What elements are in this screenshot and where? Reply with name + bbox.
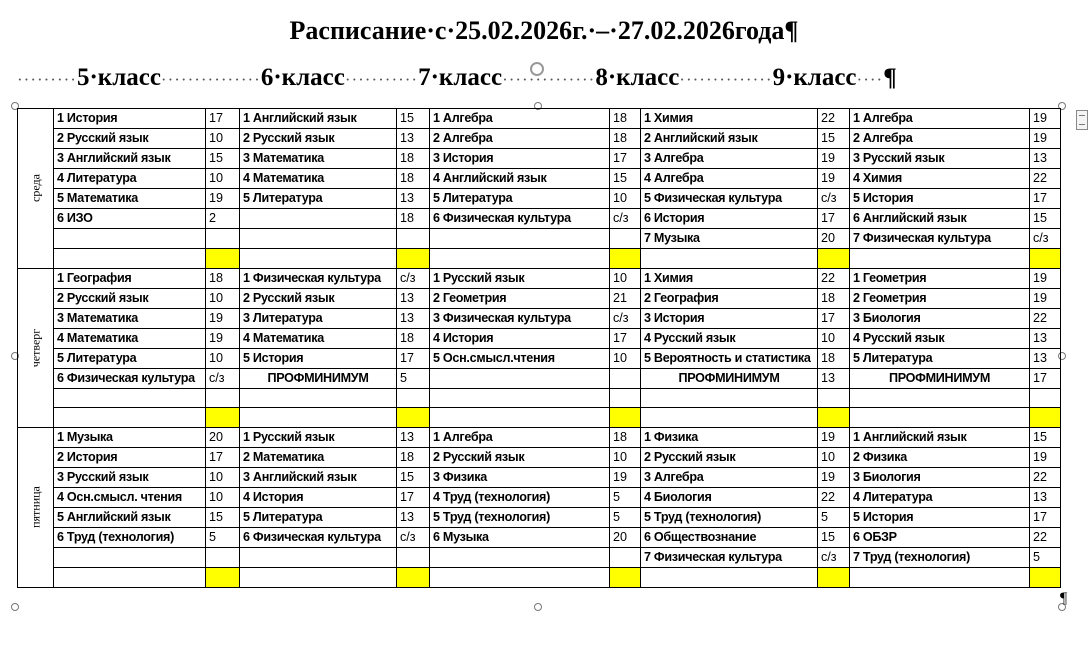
room-cell[interactable]: 10 (206, 169, 240, 189)
room-cell[interactable]: 13 (1030, 488, 1061, 508)
table-row (18, 268, 1061, 288)
subject-cell[interactable]: 2 Геометрия (850, 288, 1030, 308)
subject-cell[interactable]: 3 Английский язык (54, 149, 206, 169)
subject-cell[interactable]: 5 Математика (54, 189, 206, 209)
table-row (18, 508, 1061, 528)
subject-cell[interactable]: 1 География (54, 268, 206, 288)
room-cell[interactable] (397, 229, 430, 249)
subject-cell[interactable] (430, 408, 610, 428)
subject-cell[interactable] (430, 548, 610, 568)
room-cell[interactable]: 22 (1030, 169, 1061, 189)
subject-cell[interactable]: 3 Математика (54, 308, 206, 328)
room-cell[interactable]: 10 (206, 288, 240, 308)
room-cell[interactable]: 13 (1030, 149, 1061, 169)
subject-cell[interactable]: ПРОФМИНИМУМ (641, 368, 818, 388)
room-cell[interactable]: 15 (206, 508, 240, 528)
end-of-cell-mark: ¶ (1060, 590, 1068, 607)
subject-cell[interactable] (430, 568, 610, 588)
subject-cell[interactable] (240, 229, 397, 249)
subject-cell[interactable]: 1 Физическая культура (240, 268, 397, 288)
layout-options-icon[interactable] (1076, 110, 1088, 130)
dot-leader: ···· (856, 70, 884, 89)
subject-cell[interactable] (430, 249, 610, 269)
subject-cell[interactable]: 5 Литература (54, 348, 206, 368)
room-cell[interactable]: 22 (1030, 308, 1061, 328)
subject-cell[interactable]: 1 Русский язык (240, 428, 397, 448)
subject-cell[interactable]: 3 Литература (240, 308, 397, 328)
subject-cell[interactable]: 4 Труд (технология) (430, 488, 610, 508)
class-heading: ¶ (883, 64, 897, 91)
subject-cell[interactable]: 2 Русский язык (240, 288, 397, 308)
room-cell[interactable]: 5 (206, 528, 240, 548)
table-row (18, 528, 1061, 548)
room-cell[interactable]: 13 (397, 428, 430, 448)
subject-cell[interactable]: ПРОФМИНИМУМ (850, 368, 1030, 388)
room-cell[interactable]: 17 (610, 149, 641, 169)
room-cell[interactable]: 5 (818, 508, 850, 528)
room-cell[interactable]: 17 (397, 348, 430, 368)
room-cell[interactable]: с/з (206, 368, 240, 388)
subject-cell[interactable]: 1 Физика (641, 428, 818, 448)
dot-leader: ·············· (679, 70, 773, 89)
table-row (18, 288, 1061, 308)
subject-cell[interactable]: 2 Русский язык (240, 129, 397, 149)
subject-cell[interactable]: 4 Литература (850, 488, 1030, 508)
subject-cell[interactable]: 2 Алгебра (850, 129, 1030, 149)
room-cell[interactable]: с/з (397, 528, 430, 548)
subject-cell[interactable] (850, 408, 1030, 428)
room-cell[interactable]: с/з (610, 209, 641, 229)
subject-cell[interactable] (850, 568, 1030, 588)
room-cell[interactable] (397, 249, 430, 269)
dot-leader: ··············· (160, 70, 261, 89)
subject-cell[interactable]: 4 Английский язык (430, 169, 610, 189)
room-cell[interactable]: 22 (1030, 528, 1061, 548)
subject-cell[interactable]: 2 Русский язык (54, 129, 206, 149)
subject-cell[interactable]: 6 Физическая культура (240, 528, 397, 548)
room-cell[interactable]: 5 (610, 508, 641, 528)
subject-cell[interactable]: 5 История (850, 189, 1030, 209)
room-cell[interactable]: 15 (818, 129, 850, 149)
room-cell[interactable] (818, 249, 850, 269)
room-cell[interactable] (206, 568, 240, 588)
subject-cell[interactable]: 3 Русский язык (54, 468, 206, 488)
table-row (18, 328, 1061, 348)
subject-cell[interactable]: 4 Алгебра (641, 169, 818, 189)
room-cell[interactable]: 17 (1030, 508, 1061, 528)
table-row (18, 169, 1061, 189)
room-cell[interactable] (397, 568, 430, 588)
room-cell[interactable]: 19 (1030, 268, 1061, 288)
subject-cell[interactable]: 6 Физическая культура (430, 209, 610, 229)
subject-cell[interactable] (54, 568, 206, 588)
day-cell[interactable] (18, 268, 54, 427)
room-cell[interactable]: 13 (397, 129, 430, 149)
room-cell[interactable]: с/з (1030, 229, 1061, 249)
subject-cell[interactable] (54, 229, 206, 249)
subject-cell[interactable]: 1 Алгебра (430, 109, 610, 129)
room-cell[interactable] (610, 568, 641, 588)
subject-cell[interactable]: 4 Литература (54, 169, 206, 189)
room-cell[interactable]: 18 (397, 149, 430, 169)
room-cell[interactable]: 13 (397, 308, 430, 328)
subject-cell[interactable]: 1 Музыка (54, 428, 206, 448)
room-cell[interactable] (610, 368, 641, 388)
room-cell[interactable]: 10 (818, 448, 850, 468)
subject-cell[interactable]: 1 Химия (641, 109, 818, 129)
room-cell[interactable] (1030, 568, 1061, 588)
subject-cell[interactable]: 7 Музыка (641, 229, 818, 249)
room-cell[interactable] (397, 548, 430, 568)
room-cell[interactable]: 17 (397, 488, 430, 508)
subject-cell[interactable] (54, 249, 206, 269)
room-cell[interactable] (610, 229, 641, 249)
room-cell[interactable]: 22 (818, 268, 850, 288)
subject-cell[interactable]: 2 Геометрия (430, 288, 610, 308)
subject-cell[interactable]: 3 Физическая культура (430, 308, 610, 328)
room-cell[interactable]: 17 (818, 308, 850, 328)
room-cell[interactable]: 18 (610, 129, 641, 149)
table-row (18, 368, 1061, 388)
subject-cell[interactable]: 6 История (641, 209, 818, 229)
subject-cell[interactable]: 4 Русский язык (641, 328, 818, 348)
subject-cell[interactable]: ПРОФМИНИМУМ (240, 368, 397, 388)
subject-cell[interactable] (641, 388, 818, 408)
table-row (18, 468, 1061, 488)
subject-cell[interactable]: 4 Осн.смысл. чтения (54, 488, 206, 508)
room-cell[interactable]: 22 (818, 488, 850, 508)
subject-cell[interactable]: 4 История (430, 328, 610, 348)
subject-cell[interactable]: 5 Труд (технология) (430, 508, 610, 528)
room-cell[interactable] (610, 388, 641, 408)
room-cell[interactable]: 10 (610, 189, 641, 209)
subject-cell[interactable]: 3 История (641, 308, 818, 328)
room-cell[interactable]: 17 (1030, 189, 1061, 209)
subject-cell[interactable]: 3 Физика (430, 468, 610, 488)
table-row (18, 209, 1061, 229)
day-label: пятница (28, 486, 42, 529)
subject-cell[interactable]: 3 Биология (850, 468, 1030, 488)
subject-cell[interactable]: 5 Литература (850, 348, 1030, 368)
day-label: среда (28, 174, 42, 203)
room-cell[interactable]: 13 (397, 508, 430, 528)
subject-cell[interactable]: 3 Математика (240, 149, 397, 169)
room-cell[interactable]: 19 (206, 328, 240, 348)
subject-cell[interactable]: 2 Русский язык (430, 448, 610, 468)
subject-cell[interactable]: 7 Физическая культура (850, 229, 1030, 249)
room-cell[interactable]: 18 (610, 109, 641, 129)
room-cell[interactable]: 13 (397, 189, 430, 209)
room-cell[interactable]: 22 (818, 109, 850, 129)
subject-cell[interactable]: 6 ОБЗР (850, 528, 1030, 548)
room-cell[interactable] (206, 408, 240, 428)
room-cell[interactable]: 20 (818, 229, 850, 249)
room-cell[interactable]: 10 (610, 348, 641, 368)
subject-cell[interactable]: 1 Английский язык (240, 109, 397, 129)
table-row (18, 388, 1061, 408)
subject-cell[interactable] (240, 548, 397, 568)
room-cell[interactable] (610, 548, 641, 568)
subject-cell[interactable] (240, 408, 397, 428)
subject-cell[interactable]: 3 Алгебра (641, 468, 818, 488)
room-cell[interactable]: 19 (206, 189, 240, 209)
subject-cell[interactable]: 7 Физическая культура (641, 548, 818, 568)
subject-cell[interactable]: 3 Алгебра (641, 149, 818, 169)
subject-cell[interactable]: 3 Русский язык (850, 149, 1030, 169)
subject-cell[interactable] (430, 368, 610, 388)
subject-cell[interactable]: 4 Математика (240, 169, 397, 189)
subject-cell[interactable]: 7 Труд (технология) (850, 548, 1030, 568)
table-row (18, 408, 1061, 428)
subject-cell[interactable]: 4 Химия (850, 169, 1030, 189)
room-cell[interactable]: 19 (818, 169, 850, 189)
room-cell[interactable]: 19 (1030, 109, 1061, 129)
table-row (18, 488, 1061, 508)
table-row (18, 149, 1061, 169)
subject-cell[interactable]: 2 Алгебра (430, 129, 610, 149)
room-cell[interactable]: 18 (818, 288, 850, 308)
room-cell[interactable]: 19 (1030, 288, 1061, 308)
room-cell[interactable]: 18 (397, 169, 430, 189)
room-cell[interactable] (1030, 388, 1061, 408)
room-cell[interactable]: 10 (206, 129, 240, 149)
room-cell[interactable]: с/з (818, 189, 850, 209)
room-cell[interactable]: 18 (610, 428, 641, 448)
subject-cell[interactable]: 5 Труд (технология) (641, 508, 818, 528)
subject-cell[interactable]: 6 ИЗО (54, 209, 206, 229)
room-cell[interactable]: с/з (610, 308, 641, 328)
table-row (18, 548, 1061, 568)
subject-cell[interactable]: 1 Алгебра (430, 428, 610, 448)
subject-cell[interactable]: 4 История (240, 488, 397, 508)
class-heading: 8·класс (595, 64, 680, 91)
room-cell[interactable]: 19 (610, 468, 641, 488)
subject-cell[interactable]: 2 Русский язык (54, 288, 206, 308)
room-cell[interactable] (1030, 249, 1061, 269)
table-row (18, 189, 1061, 209)
room-cell[interactable]: 18 (397, 448, 430, 468)
room-cell[interactable]: 22 (1030, 468, 1061, 488)
subject-cell[interactable]: 1 Алгебра (850, 109, 1030, 129)
subject-cell[interactable] (54, 408, 206, 428)
room-cell[interactable]: 18 (206, 268, 240, 288)
room-cell[interactable]: 17 (206, 109, 240, 129)
room-cell[interactable]: 20 (610, 528, 641, 548)
room-cell[interactable] (206, 229, 240, 249)
room-cell[interactable]: с/з (818, 548, 850, 568)
subject-cell[interactable] (641, 249, 818, 269)
room-cell[interactable] (818, 388, 850, 408)
room-cell[interactable]: 18 (818, 348, 850, 368)
subject-cell[interactable]: 4 Биология (641, 488, 818, 508)
subject-cell[interactable] (641, 408, 818, 428)
table-row (18, 448, 1061, 468)
room-cell[interactable] (397, 408, 430, 428)
table-row (18, 308, 1061, 328)
day-cell[interactable] (18, 109, 54, 269)
subject-cell[interactable]: 4 Математика (240, 328, 397, 348)
table-row (18, 428, 1061, 448)
subject-cell[interactable]: 4 Математика (54, 328, 206, 348)
room-cell[interactable]: 19 (818, 149, 850, 169)
resize-handle-bottom-left[interactable] (11, 603, 19, 611)
room-cell[interactable]: 10 (610, 448, 641, 468)
class-heading: 9·класс (772, 64, 857, 91)
subject-cell[interactable]: 4 Русский язык (850, 328, 1030, 348)
subject-cell[interactable]: 5 Английский язык (54, 508, 206, 528)
subject-cell[interactable]: 3 Биология (850, 308, 1030, 328)
room-cell[interactable]: 19 (818, 468, 850, 488)
room-cell[interactable] (610, 249, 641, 269)
room-cell[interactable]: 19 (1030, 129, 1061, 149)
subject-cell[interactable]: 5 Литература (430, 189, 610, 209)
class-heading: 5·класс (76, 64, 161, 91)
move-handle-icon[interactable] (530, 62, 544, 76)
room-cell[interactable]: 15 (1030, 209, 1061, 229)
room-cell[interactable]: 15 (610, 169, 641, 189)
subject-cell[interactable] (240, 249, 397, 269)
class-heading: 6·класс (260, 64, 345, 91)
subject-cell[interactable]: 6 Обществознание (641, 528, 818, 548)
room-cell[interactable]: 15 (397, 109, 430, 129)
subject-cell[interactable] (850, 388, 1030, 408)
class-heading: 7·класс (418, 64, 503, 91)
dot-leader: ··········· (344, 70, 419, 89)
subject-cell[interactable]: 1 Английский язык (850, 428, 1030, 448)
subject-cell[interactable]: 5 Литература (240, 189, 397, 209)
table-row (18, 568, 1061, 588)
subject-cell[interactable] (54, 388, 206, 408)
room-cell[interactable]: 18 (397, 209, 430, 229)
day-cell[interactable] (18, 428, 54, 588)
resize-handle-bottom[interactable] (534, 603, 542, 611)
room-cell[interactable] (397, 388, 430, 408)
subject-cell[interactable]: 2 Физика (850, 448, 1030, 468)
subject-cell[interactable]: 5 Литература (240, 508, 397, 528)
room-cell[interactable]: 15 (818, 528, 850, 548)
room-cell[interactable] (206, 249, 240, 269)
room-cell[interactable]: 13 (1030, 328, 1061, 348)
subject-cell[interactable]: 2 Английский язык (641, 129, 818, 149)
room-cell[interactable]: 17 (1030, 368, 1061, 388)
room-cell[interactable]: 15 (206, 149, 240, 169)
subject-cell[interactable]: 1 Русский язык (430, 268, 610, 288)
subject-cell[interactable] (240, 388, 397, 408)
room-cell[interactable]: 15 (397, 468, 430, 488)
subject-cell[interactable]: 6 Английский язык (850, 209, 1030, 229)
room-cell[interactable] (818, 408, 850, 428)
subject-cell[interactable]: 5 Вероятность и статистика (641, 348, 818, 368)
subject-cell[interactable]: 2 Русский язык (641, 448, 818, 468)
room-cell[interactable]: 5 (397, 368, 430, 388)
subject-cell[interactable]: 6 Физическая культура (54, 368, 206, 388)
subject-cell[interactable]: 1 Геометрия (850, 268, 1030, 288)
room-cell[interactable]: 5 (1030, 548, 1061, 568)
subject-cell[interactable]: 5 История (240, 348, 397, 368)
room-cell[interactable]: 21 (610, 288, 641, 308)
room-cell[interactable]: 19 (818, 428, 850, 448)
room-cell[interactable]: 10 (206, 488, 240, 508)
room-cell[interactable]: 10 (610, 268, 641, 288)
subject-cell[interactable] (240, 568, 397, 588)
subject-cell[interactable]: 5 История (850, 508, 1030, 528)
room-cell[interactable]: 20 (206, 428, 240, 448)
room-cell[interactable]: 15 (1030, 428, 1061, 448)
room-cell[interactable]: 17 (206, 448, 240, 468)
subject-cell[interactable]: 3 Английский язык (240, 468, 397, 488)
subject-cell[interactable]: 2 История (54, 448, 206, 468)
subject-cell[interactable] (641, 568, 818, 588)
table-row (18, 249, 1061, 269)
schedule-title: Расписание·с·25.02.2026г.·–·27.02.2026года¶ (289, 16, 799, 45)
room-cell[interactable]: с/з (397, 268, 430, 288)
dot-leader: ········· (17, 70, 77, 89)
subject-cell[interactable] (430, 388, 610, 408)
room-cell[interactable]: 13 (818, 368, 850, 388)
room-cell[interactable] (818, 568, 850, 588)
subject-cell[interactable] (850, 249, 1030, 269)
dot-leader: ·············· (502, 70, 596, 89)
table-row (18, 229, 1061, 249)
room-cell[interactable]: 17 (818, 209, 850, 229)
day-label: четверг (28, 328, 42, 368)
subject-cell[interactable]: 5 Физическая культура (641, 189, 818, 209)
room-cell[interactable] (610, 408, 641, 428)
subject-cell[interactable]: 6 Музыка (430, 528, 610, 548)
room-cell[interactable]: 5 (610, 488, 641, 508)
room-cell[interactable]: 19 (206, 308, 240, 328)
subject-cell[interactable] (54, 548, 206, 568)
room-cell[interactable]: 13 (397, 288, 430, 308)
schedule-table[interactable] (17, 108, 1061, 588)
subject-cell[interactable]: 1 История (54, 109, 206, 129)
room-cell[interactable]: 19 (1030, 448, 1061, 468)
table-row (18, 109, 1061, 129)
room-cell[interactable]: 18 (397, 328, 430, 348)
room-cell[interactable]: 17 (610, 328, 641, 348)
room-cell[interactable] (206, 548, 240, 568)
subject-cell[interactable]: 3 История (430, 149, 610, 169)
table-row (18, 348, 1061, 368)
subject-cell[interactable]: 1 Химия (641, 268, 818, 288)
room-cell[interactable]: 10 (818, 328, 850, 348)
room-cell[interactable]: 10 (206, 348, 240, 368)
room-cell[interactable]: 13 (1030, 348, 1061, 368)
subject-cell[interactable]: 2 География (641, 288, 818, 308)
room-cell[interactable]: 10 (206, 468, 240, 488)
room-cell[interactable] (1030, 408, 1061, 428)
subject-cell[interactable]: 6 Труд (технология) (54, 528, 206, 548)
subject-cell[interactable] (430, 229, 610, 249)
table-row (18, 129, 1061, 149)
subject-cell[interactable] (240, 209, 397, 229)
subject-cell[interactable]: 2 Математика (240, 448, 397, 468)
room-cell[interactable] (206, 388, 240, 408)
room-cell[interactable]: 2 (206, 209, 240, 229)
subject-cell[interactable]: 5 Осн.смысл.чтения (430, 348, 610, 368)
